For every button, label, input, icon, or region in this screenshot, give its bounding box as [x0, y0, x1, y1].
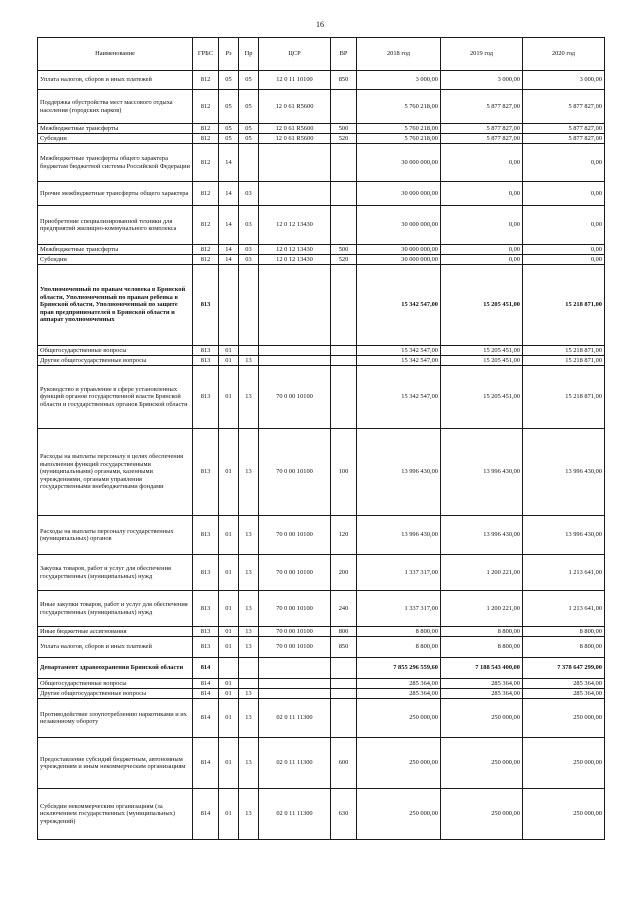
cell-csr: 12 0 12 13430 [259, 255, 331, 265]
cell-grbs: 813 [193, 516, 219, 555]
cell-2020: 1 213 641,00 [523, 591, 605, 627]
cell-pr: 05 [239, 90, 259, 124]
cell-2018: 285 364,00 [357, 679, 441, 689]
cell-pr: 13 [239, 366, 259, 429]
cell-rz: 14 [219, 245, 239, 255]
cell-name: Субсидии [38, 255, 193, 265]
cell-csr: 12 0 11 10100 [259, 71, 331, 90]
cell-2018: 5 760 218,00 [357, 90, 441, 124]
cell-2019: 15 205 451,00 [441, 356, 523, 366]
cell-csr [259, 144, 331, 182]
col-header-grbs: ГРБС [193, 38, 219, 71]
col-header-2020: 2020 год [523, 38, 605, 71]
cell-grbs: 814 [193, 699, 219, 738]
cell-2018: 15 342 547,00 [357, 356, 441, 366]
cell-csr [259, 679, 331, 689]
cell-rz: 14 [219, 255, 239, 265]
cell-vr: 630 [331, 789, 357, 840]
cell-2019: 285 364,00 [441, 689, 523, 699]
cell-csr: 02 0 11 11300 [259, 699, 331, 738]
cell-pr: 13 [239, 429, 259, 516]
col-header-2018: 2018 год [357, 38, 441, 71]
cell-pr: 13 [239, 637, 259, 658]
cell-name: Межбюджетные трансферты общего характера бюджетам бюджетной системы Российской Федерации [38, 144, 193, 182]
table-row [38, 182, 605, 206]
table-row [38, 658, 605, 679]
cell-2020: 0,00 [523, 245, 605, 255]
table-row [38, 245, 605, 255]
cell-grbs: 813 [193, 591, 219, 627]
cell-rz [219, 265, 239, 346]
table-row [38, 366, 605, 429]
cell-name: Иные закупки товаров, работ и услуг для обеспечения государственных (муниципальных) нужд [38, 591, 193, 627]
cell-rz: 01 [219, 679, 239, 689]
cell-2018: 15 342 547,00 [357, 366, 441, 429]
cell-2020: 13 996 430,00 [523, 429, 605, 516]
cell-2018: 15 342 547,00 [357, 346, 441, 356]
col-header-rz: Рз [219, 38, 239, 71]
cell-2020: 15 218 871,00 [523, 366, 605, 429]
cell-grbs: 813 [193, 346, 219, 356]
cell-2019: 285 364,00 [441, 679, 523, 689]
cell-grbs: 812 [193, 206, 219, 245]
cell-rz: 01 [219, 627, 239, 637]
budget-table [37, 37, 605, 840]
cell-2020: 0,00 [523, 144, 605, 182]
table-row [38, 90, 605, 124]
cell-rz: 01 [219, 689, 239, 699]
cell-2018: 30 000 000,00 [357, 144, 441, 182]
cell-2019: 5 877 827,00 [441, 90, 523, 124]
cell-vr: 520 [331, 255, 357, 265]
cell-2018: 13 996 430,00 [357, 516, 441, 555]
cell-2019: 15 205 451,00 [441, 346, 523, 356]
cell-vr [331, 658, 357, 679]
cell-2018: 1 337 317,00 [357, 555, 441, 591]
cell-grbs: 814 [193, 789, 219, 840]
cell-2019: 250 000,00 [441, 789, 523, 840]
cell-2018: 30 000 000,00 [357, 206, 441, 245]
cell-rz: 05 [219, 71, 239, 90]
cell-csr: 12 0 61 R5600 [259, 124, 331, 134]
cell-rz: 01 [219, 699, 239, 738]
cell-2018: 5 760 218,00 [357, 134, 441, 144]
table-row [38, 699, 605, 738]
cell-csr: 70 0 00 10100 [259, 366, 331, 429]
cell-vr: 800 [331, 627, 357, 637]
cell-vr [331, 346, 357, 356]
cell-2019: 15 205 451,00 [441, 265, 523, 346]
cell-grbs: 813 [193, 265, 219, 346]
cell-vr: 240 [331, 591, 357, 627]
cell-name: Общегосударственные вопросы [38, 346, 193, 356]
cell-name: Уполномоченный по правам человека в Брянской области, Уполномоченный по правам ребенка в Брянской области, Уполномоченный по защите прав предпринимателей в Брянской области и аппарат уполномоченных [38, 265, 193, 346]
cell-pr [239, 144, 259, 182]
cell-2020: 8 800,00 [523, 627, 605, 637]
cell-2020: 5 877 827,00 [523, 90, 605, 124]
cell-pr: 13 [239, 356, 259, 366]
cell-grbs: 813 [193, 366, 219, 429]
cell-2018: 30 000 000,00 [357, 182, 441, 206]
cell-name: Субсидии некоммерческим организациям (за исключением государственных (муниципальных) учреждений) [38, 789, 193, 840]
cell-csr: 12 0 61 R5600 [259, 90, 331, 124]
table-row [38, 71, 605, 90]
col-header-csr: ЦСР [259, 38, 331, 71]
cell-2019: 0,00 [441, 245, 523, 255]
cell-grbs: 812 [193, 255, 219, 265]
cell-pr: 03 [239, 182, 259, 206]
cell-2018: 250 000,00 [357, 699, 441, 738]
cell-2020: 7 378 647 299,00 [523, 658, 605, 679]
cell-name: Уплата налогов, сборов и иных платежей [38, 637, 193, 658]
cell-name: Расходы на выплаты персоналу в целях обеспечения выполнения функций государственными (муниципальными) органами, казенными учреждениями, органами управления государственными внебюджетными фондами [38, 429, 193, 516]
cell-pr [239, 346, 259, 356]
cell-2018: 3 000,00 [357, 71, 441, 90]
cell-2020: 5 877 827,00 [523, 124, 605, 134]
cell-grbs: 814 [193, 738, 219, 789]
cell-csr [259, 182, 331, 206]
cell-2019: 13 996 430,00 [441, 516, 523, 555]
table-row [38, 637, 605, 658]
cell-2018: 250 000,00 [357, 738, 441, 789]
cell-2020: 250 000,00 [523, 789, 605, 840]
col-header-vr: ВР [331, 38, 357, 71]
cell-vr [331, 689, 357, 699]
cell-name: Поддержка обустройства мест массового отдыха населения (городских парков) [38, 90, 193, 124]
cell-vr [331, 366, 357, 429]
cell-grbs: 814 [193, 679, 219, 689]
cell-pr: 13 [239, 516, 259, 555]
cell-grbs: 813 [193, 637, 219, 658]
col-header-2019: 2019 год [441, 38, 523, 71]
cell-grbs: 813 [193, 555, 219, 591]
table-row [38, 555, 605, 591]
cell-vr [331, 206, 357, 245]
cell-rz: 05 [219, 90, 239, 124]
cell-pr [239, 658, 259, 679]
cell-2018: 8 800,00 [357, 637, 441, 658]
cell-2020: 0,00 [523, 206, 605, 245]
cell-grbs: 812 [193, 134, 219, 144]
cell-2019: 5 877 827,00 [441, 134, 523, 144]
cell-name: Другие общегосударственные вопросы [38, 689, 193, 699]
cell-vr [331, 182, 357, 206]
cell-vr: 200 [331, 555, 357, 591]
cell-2020: 250 000,00 [523, 738, 605, 789]
table-row [38, 627, 605, 637]
cell-grbs: 814 [193, 689, 219, 699]
cell-csr [259, 356, 331, 366]
cell-pr: 05 [239, 124, 259, 134]
cell-grbs: 814 [193, 658, 219, 679]
cell-grbs: 813 [193, 429, 219, 516]
cell-rz: 01 [219, 555, 239, 591]
cell-pr: 13 [239, 789, 259, 840]
table-row [38, 591, 605, 627]
cell-name: Субсидии [38, 134, 193, 144]
cell-name: Иные бюджетные ассигнования [38, 627, 193, 637]
cell-pr: 05 [239, 134, 259, 144]
cell-name: Предоставление субсидий бюджетным, автономным учреждениям и иным некоммерческим организациям [38, 738, 193, 789]
table-row [38, 206, 605, 245]
col-header-pr: Пр [239, 38, 259, 71]
cell-pr [239, 265, 259, 346]
cell-name: Приобретение специализированной техники для предприятий жилищно-коммунального комплекса [38, 206, 193, 245]
cell-name: Другие общегосударственные вопросы [38, 356, 193, 366]
cell-2019: 15 205 451,00 [441, 366, 523, 429]
cell-2020: 1 213 641,00 [523, 555, 605, 591]
table-row [38, 144, 605, 182]
cell-2019: 8 800,00 [441, 627, 523, 637]
cell-rz: 01 [219, 637, 239, 658]
cell-rz: 01 [219, 429, 239, 516]
cell-rz: 01 [219, 356, 239, 366]
cell-2019: 7 188 543 400,00 [441, 658, 523, 679]
cell-grbs: 812 [193, 144, 219, 182]
cell-2020: 285 364,00 [523, 679, 605, 689]
cell-csr: 70 0 00 10100 [259, 637, 331, 658]
cell-csr: 02 0 11 11300 [259, 789, 331, 840]
cell-pr: 05 [239, 71, 259, 90]
cell-2020: 15 218 871,00 [523, 265, 605, 346]
table-row [38, 124, 605, 134]
cell-rz: 01 [219, 346, 239, 356]
cell-csr: 70 0 00 10100 [259, 591, 331, 627]
cell-csr [259, 265, 331, 346]
cell-vr: 850 [331, 637, 357, 658]
cell-pr: 13 [239, 738, 259, 789]
cell-2019: 8 800,00 [441, 637, 523, 658]
cell-2018: 15 342 547,00 [357, 265, 441, 346]
cell-name: Межбюджетные трансферты [38, 124, 193, 134]
cell-name: Руководство и управление в сфере установленных функций органов государственной власти Брянской области и государственных органов Брянской области [38, 366, 193, 429]
cell-vr: 120 [331, 516, 357, 555]
cell-2019: 1 200 221,00 [441, 591, 523, 627]
cell-rz: 01 [219, 516, 239, 555]
cell-pr: 13 [239, 627, 259, 637]
cell-csr: 70 0 00 10100 [259, 627, 331, 637]
cell-vr [331, 699, 357, 738]
cell-2018: 5 760 218,00 [357, 124, 441, 134]
cell-2019: 5 877 827,00 [441, 124, 523, 134]
table-row [38, 429, 605, 516]
cell-rz: 01 [219, 789, 239, 840]
cell-rz [219, 658, 239, 679]
cell-pr: 03 [239, 255, 259, 265]
cell-csr: 70 0 00 10100 [259, 429, 331, 516]
cell-vr: 520 [331, 134, 357, 144]
cell-2019: 0,00 [441, 182, 523, 206]
cell-2018: 30 000 000,00 [357, 255, 441, 265]
cell-pr [239, 679, 259, 689]
cell-2020: 13 996 430,00 [523, 516, 605, 555]
cell-pr: 13 [239, 591, 259, 627]
cell-rz: 01 [219, 366, 239, 429]
cell-vr [331, 90, 357, 124]
cell-2019: 3 000,00 [441, 71, 523, 90]
table-row [38, 346, 605, 356]
cell-pr: 13 [239, 689, 259, 699]
cell-csr: 70 0 00 10100 [259, 555, 331, 591]
cell-vr [331, 265, 357, 346]
cell-name: Уплата налогов, сборов и иных платежей [38, 71, 193, 90]
cell-name: Расходы на выплаты персоналу государственных (муниципальных) органов [38, 516, 193, 555]
cell-pr: 13 [239, 699, 259, 738]
cell-vr: 850 [331, 71, 357, 90]
cell-2020: 5 877 827,00 [523, 134, 605, 144]
cell-name: Прочие межбюджетные трансферты общего характера [38, 182, 193, 206]
cell-rz: 14 [219, 206, 239, 245]
cell-2018: 13 996 430,00 [357, 429, 441, 516]
cell-2020: 250 000,00 [523, 699, 605, 738]
cell-2018: 1 337 317,00 [357, 591, 441, 627]
table-header-row [38, 38, 605, 71]
cell-grbs: 812 [193, 124, 219, 134]
table-row [38, 134, 605, 144]
cell-grbs: 812 [193, 182, 219, 206]
cell-2019: 0,00 [441, 144, 523, 182]
cell-2020: 3 000,00 [523, 71, 605, 90]
table-body [38, 71, 605, 840]
cell-2018: 8 800,00 [357, 627, 441, 637]
cell-2019: 250 000,00 [441, 699, 523, 738]
table-row [38, 689, 605, 699]
cell-pr: 03 [239, 206, 259, 245]
cell-grbs: 812 [193, 71, 219, 90]
cell-csr: 12 0 12 13430 [259, 245, 331, 255]
cell-2018: 30 000 000,00 [357, 245, 441, 255]
cell-pr: 03 [239, 245, 259, 255]
cell-csr: 02 0 11 11300 [259, 738, 331, 789]
cell-2019: 1 200 221,00 [441, 555, 523, 591]
cell-name: Департамент здравоохранения Брянской области [38, 658, 193, 679]
cell-2019: 0,00 [441, 255, 523, 265]
cell-2019: 0,00 [441, 206, 523, 245]
cell-rz: 05 [219, 134, 239, 144]
table-row [38, 356, 605, 366]
table-row [38, 679, 605, 689]
table-row [38, 516, 605, 555]
cell-2020: 285 364,00 [523, 689, 605, 699]
cell-2020: 8 800,00 [523, 637, 605, 658]
cell-rz: 01 [219, 738, 239, 789]
cell-csr [259, 658, 331, 679]
cell-grbs: 813 [193, 356, 219, 366]
cell-2020: 15 218 871,00 [523, 356, 605, 366]
cell-vr: 500 [331, 124, 357, 134]
cell-rz: 14 [219, 182, 239, 206]
cell-vr: 500 [331, 245, 357, 255]
cell-vr [331, 144, 357, 182]
cell-vr: 600 [331, 738, 357, 789]
table-row [38, 265, 605, 346]
cell-2019: 13 996 430,00 [441, 429, 523, 516]
table-row [38, 789, 605, 840]
cell-csr [259, 346, 331, 356]
cell-pr: 13 [239, 555, 259, 591]
cell-name: Противодействие злоупотреблению наркотиками и их незаконному обороту [38, 699, 193, 738]
col-header-name: Наименование [38, 38, 193, 71]
cell-csr: 70 0 00 10100 [259, 516, 331, 555]
cell-vr [331, 679, 357, 689]
cell-vr [331, 356, 357, 366]
cell-csr [259, 689, 331, 699]
cell-name: Межбюджетные трансферты [38, 245, 193, 255]
table-row [38, 255, 605, 265]
cell-vr: 100 [331, 429, 357, 516]
cell-rz: 14 [219, 144, 239, 182]
table-row [38, 738, 605, 789]
cell-grbs: 812 [193, 90, 219, 124]
cell-grbs: 812 [193, 245, 219, 255]
cell-2020: 0,00 [523, 255, 605, 265]
cell-name: Закупка товаров, работ и услуг для обеспечения государственных (муниципальных) нужд [38, 555, 193, 591]
cell-2019: 250 000,00 [441, 738, 523, 789]
cell-grbs: 813 [193, 627, 219, 637]
cell-2018: 250 000,00 [357, 789, 441, 840]
cell-2018: 7 855 296 559,60 [357, 658, 441, 679]
cell-rz: 01 [219, 591, 239, 627]
cell-rz: 05 [219, 124, 239, 134]
cell-name: Общегосударственные вопросы [38, 679, 193, 689]
cell-2020: 15 218 871,00 [523, 346, 605, 356]
cell-2020: 0,00 [523, 182, 605, 206]
cell-2018: 285 364,00 [357, 689, 441, 699]
cell-csr: 12 0 61 R5600 [259, 134, 331, 144]
page-number: 16 [316, 20, 324, 29]
cell-csr: 12 0 12 13430 [259, 206, 331, 245]
